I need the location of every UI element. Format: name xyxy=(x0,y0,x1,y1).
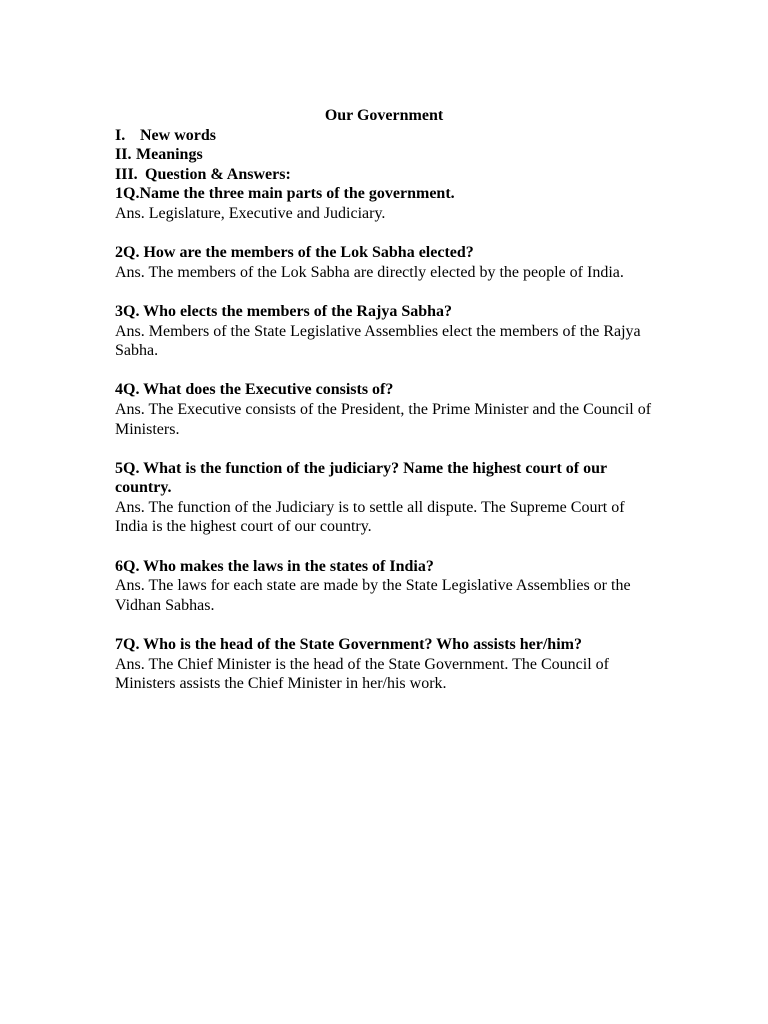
section-label: New words xyxy=(140,126,216,144)
qa-item-4 xyxy=(115,380,655,439)
document-title: Our Government xyxy=(324,107,444,124)
document-body xyxy=(115,106,655,694)
answer-3: Ans. Members of the State Legislative Assemblies elect the members of the Rajya Sabha. xyxy=(115,322,641,360)
answer-1: Ans. Legislature, Executive and Judiciary. xyxy=(115,204,386,222)
qa-item-3 xyxy=(115,302,655,361)
qa-item-2 xyxy=(115,243,655,282)
answer-6: Ans. The laws for each state are made by the State Legislative Assemblies or the Vidhan Sabhas. xyxy=(115,577,631,614)
section-heading-question-answers xyxy=(115,165,655,185)
question-4: 4Q. What does the Executive consists of? xyxy=(115,381,394,399)
question-7: 7Q. Who is the head of the State Government? Who assists her/him? xyxy=(115,636,582,654)
answer-5: Ans. The function of the Judiciary is to settle all dispute. The Supreme Court of India is the highest court of our country. xyxy=(115,498,625,536)
question-6: 6Q. Who makes the laws in the states of India? xyxy=(115,557,434,575)
section-heading-new-words xyxy=(115,126,655,146)
answer-2: Ans. The members of the Lok Sabha are directly elected by the people of India. xyxy=(115,263,624,281)
section-number: I. xyxy=(115,126,126,144)
question-1: 1Q.Name the three main parts of the government. xyxy=(115,185,455,203)
section-label: Question & Answers: xyxy=(145,165,291,183)
answer-4: Ans. The Executive consists of the President, the Prime Minister and the Council of Ministers. xyxy=(115,400,652,438)
question-2: 2Q. How are the members of the Lok Sabha elected? xyxy=(115,244,474,262)
qa-item-1 xyxy=(115,184,655,223)
question-3: 3Q. Who elects the members of the Rajya Sabha? xyxy=(115,302,453,320)
section-number: II. xyxy=(115,146,132,164)
section-label: Meanings xyxy=(136,146,203,164)
qa-item-5 xyxy=(115,459,655,537)
section-number: III. xyxy=(115,165,138,183)
question-5: 5Q. What is the function of the judiciary? Name the highest court of our country. xyxy=(115,459,607,497)
qa-item-6 xyxy=(115,557,655,616)
answer-7: Ans. The Chief Minister is the head of the State Government. The Council of Ministers assists the Chief Minister in her/his work. xyxy=(115,655,609,693)
qa-item-7 xyxy=(115,635,655,694)
section-heading-meanings xyxy=(115,145,655,165)
